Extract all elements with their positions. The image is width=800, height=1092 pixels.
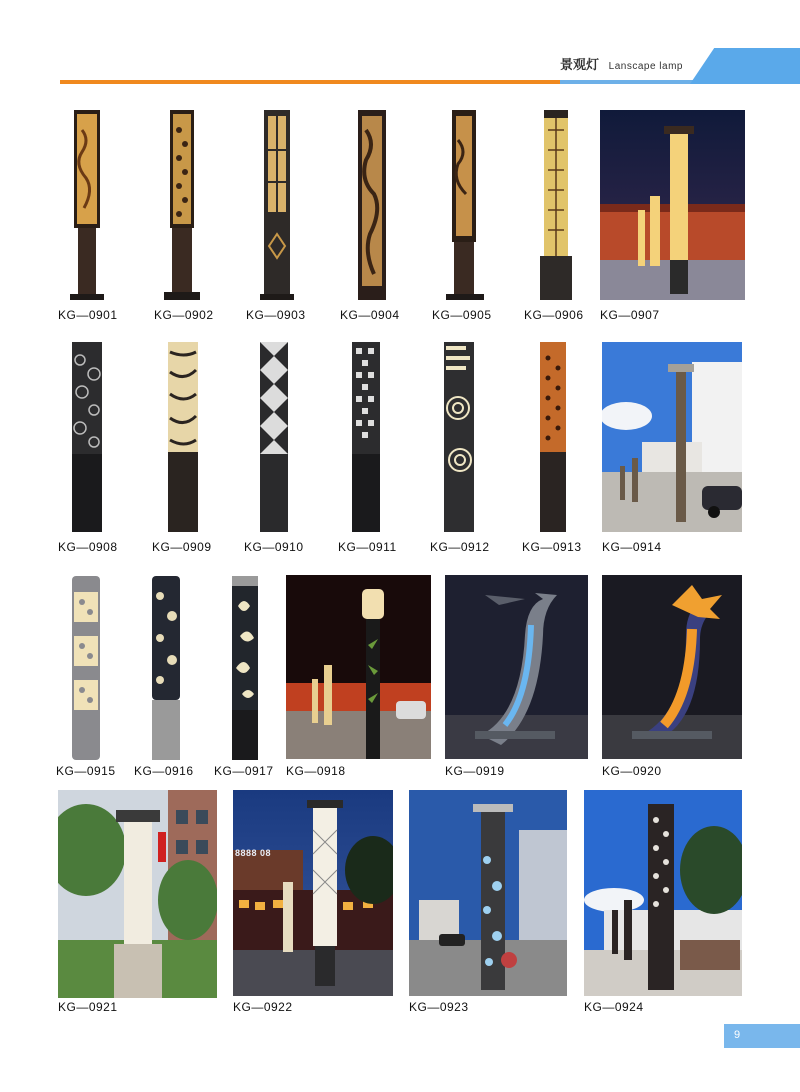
header-blue-tab: [690, 48, 800, 84]
lamp-kg-0909: [164, 342, 210, 534]
page-title-en: Lanscape lamp: [608, 61, 683, 72]
page-title: [560, 54, 683, 73]
caption-kg-0912: KG—0912: [430, 540, 490, 554]
caption-kg-0915: KG—0915: [56, 764, 116, 778]
lamp-kg-0913: [536, 342, 582, 534]
photo-kg-0918: [286, 575, 431, 759]
caption-kg-0901: KG—0901: [58, 308, 118, 322]
photo-kg-0914: [602, 342, 742, 532]
photo-kg-0920: [602, 575, 742, 759]
photo-kg-0923: [409, 790, 567, 996]
header-blue-rule: [560, 80, 700, 84]
caption-kg-0911: KG—0911: [338, 540, 397, 554]
lamp-kg-0917: [228, 576, 264, 762]
caption-kg-0920: KG—0920: [602, 764, 662, 778]
header-orange-rule: [60, 80, 560, 84]
caption-kg-0919: KG—0919: [445, 764, 505, 778]
photo-kg-0919: [445, 575, 588, 759]
lamp-kg-0903: [256, 110, 302, 302]
lamp-kg-0915: [70, 576, 106, 762]
lamp-kg-0901: [64, 110, 110, 302]
caption-kg-0918: KG—0918: [286, 764, 346, 778]
lamp-kg-0908: [66, 342, 112, 534]
caption-kg-0916: KG—0916: [134, 764, 194, 778]
photo-kg-0907: [600, 110, 745, 300]
caption-kg-0923: KG—0923: [409, 1000, 469, 1014]
caption-kg-0909: KG—0909: [152, 540, 212, 554]
photo-kg-0924: [584, 790, 742, 996]
lamp-kg-0904: [350, 110, 396, 302]
caption-kg-0906: KG—0906: [524, 308, 584, 322]
caption-kg-0914: KG—0914: [602, 540, 662, 554]
caption-kg-0905: KG—0905: [432, 308, 492, 322]
caption-kg-0917: KG—0917: [214, 764, 274, 778]
caption-kg-0924: KG—0924: [584, 1000, 644, 1014]
lamp-kg-0902: [160, 110, 206, 302]
caption-kg-0907: KG—0907: [600, 308, 660, 322]
caption-kg-0903: KG—0903: [246, 308, 306, 322]
page-title-cn: 景观灯: [560, 57, 600, 72]
storefront-sign: 8888 08: [235, 848, 272, 858]
photo-kg-0922: [233, 790, 393, 996]
lamp-kg-0911: [350, 342, 396, 534]
caption-kg-0902: KG—0902: [154, 308, 214, 322]
lamp-kg-0906: [538, 110, 584, 302]
lamp-kg-0916: [148, 576, 184, 762]
caption-kg-0908: KG—0908: [58, 540, 118, 554]
caption-kg-0910: KG—0910: [244, 540, 304, 554]
caption-kg-0921: KG—0921: [58, 1000, 118, 1014]
caption-kg-0913: KG—0913: [522, 540, 582, 554]
lamp-kg-0912: [442, 342, 488, 534]
lamp-kg-0905: [444, 110, 490, 302]
page-number: 9: [734, 1029, 741, 1041]
caption-kg-0904: KG—0904: [340, 308, 400, 322]
lamp-kg-0910: [258, 342, 304, 534]
photo-kg-0921: [58, 790, 217, 998]
caption-kg-0922: KG—0922: [233, 1000, 293, 1014]
